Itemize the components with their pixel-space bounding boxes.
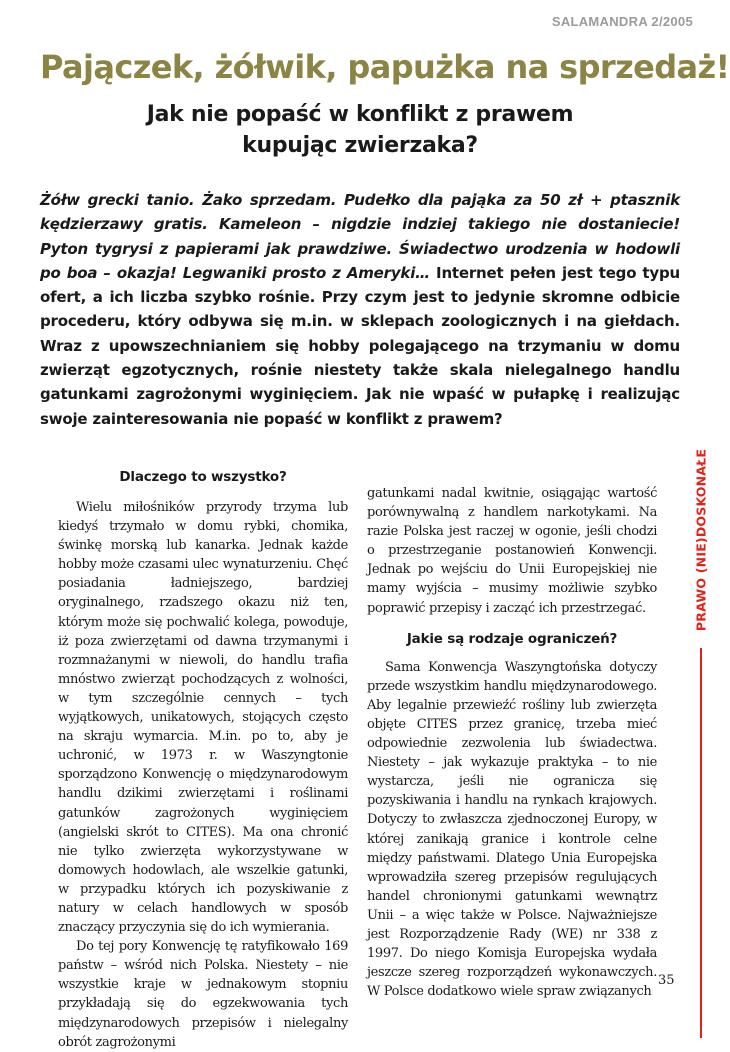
column-left (58, 468, 348, 1052)
heading-dlaczego: Dlaczego to wszystko? (119, 469, 287, 485)
lead-regular: Internet pełen jest tego typu ofert, a ich liczba szybko rośnie. Przy czym jest to jedynie skromne odbicie procederu, który odbywa się m.in. w sklepach zoologicznych i na giełdach. Wraz z upowszechnianiem się hobby polegającego na trzymaniu w domu zwierząt egzotycznych, rośnie niestety także skala nielegalnego handlu gatunkami zagrożonymi wyginięciem. Jak nie wpaść w pułapkę i realizując swoje zainteresowania nie popaść w konflikt z prawem? (40, 263, 680, 428)
heading-rodzaje: Jakie są rodzaje ograniczeń? (406, 630, 618, 647)
column-right (367, 484, 657, 1001)
section-label (689, 440, 713, 640)
article-lead (40, 188, 680, 431)
article-subtitle (40, 99, 680, 161)
journal-header: SALAMANDRA 2/2005 (551, 14, 693, 29)
section-divider (700, 648, 702, 1038)
paragraph-right-1: gatunkami nadal kwitnie, osiągając wartość porównywalną z handlem narkotykami. Na razie Polska jest raczej w ogonie, jeśli chodzi o przestrzeganie postanowień Konwencji. Jednak po wejściu do Unii Europejskiej nie mamy wyjścia – musimy możliwie szybko poprawić przepisy i zacząć ich przestrzegać. (367, 486, 657, 616)
lead-italic: Żółw grecki tanio. Żako sprzedam. Pudełko dla pająka za 50 zł + ptasznik kędzierzawy gratis. Kameleon – nigdzie indziej takiego nie dostaniecie! Pyton tygrysi z papierami jak prawdziwe. Świadectwo urodzenia w hodowli po boa – okazja! Legwaniki prosto z Ameryki… (40, 191, 680, 282)
subtitle-line-1: Jak nie popaść w konflikt z prawem (146, 102, 574, 127)
paragraph-left-2: Do tej pory Konwencję tę ratyfikowało 169 państw – wśród nich Polska. Niestety – nie wszystkie kraje w jednakowym stopniu przykładają się do egzekwowania tych międzynarodowych przepisów i nielegalny obrót zagrożonymi (58, 939, 348, 1050)
paragraph-right-2: Sama Konwencja Waszyngtońska dotyczy przede wszystkim handlu międzynarodowego. Aby legalnie przewieźć rośliny lub zwierzęta objęte CITES przez granicę, trzeba mieć odpowiednie zezwolenia lub świadectwa. Niestety – jak wykazuje praktyka – to nie wystarcza, jeśli nie ogranicza się pozyskiwania i handlu na rynkach krajowych. Dotyczy to zwłaszcza zjednoczonej Europy, w której zanikają granice i kontrole celne między państwami. Dlatego Unia Europejska wprowadziła szereg przepisów regulujących handel chronionymi gatunkami wewnątrz Unii – a więc także w Polsce. Najważniejsze jest Rozporządzenie Rady (WE) nr 338 z 1997. Do niego Komisja Europejska wydała jeszcze szereg rozporządzeń wykonawczych. W Polsce dodatkowo wiele spraw związanych (367, 659, 657, 1000)
subtitle-line-2: kupując zwierzaka? (242, 133, 478, 158)
paragraph-left-1: Wielu miłośników przyrody trzyma lub kiedyś trzymało w domu rybki, chomika, świnkę morską lub kanarka. Jednak każde hobby może czasami ulec wynaturzeniu. Chęć posiadania ładniejszego, bardziej oryginalnego, rzadszego okazu niż ten, którym może się pochwalić kolega, powoduje, iż poza zwierzętami od dawna trzymanymi i rozmnażanymi w niewoli, do handlu trafia mnóstwo zwierząt pochodzących z wolności, w tym szczególnie cennych – tych wyjątkowych, unikatowych, stojących często na skraju wymarcia. M.in. po to, aby je uchronić, w 1973 r. w Waszyngtonie sporządzono Konwencję o międzynarodowym handlu dzikimi zwierzętami i roślinami gatunków zagrożonych wyginięciem (angielski skrót to CITES). Ma ona chronić nie tylko zwierzęta wykorzystywane w domowych hodowlach, ale wszelkie gatunki, w przypadku których ich pozyskiwanie z natury w celach handlowych w sposób znaczący przyczynia się do ich wymierania. (58, 500, 348, 936)
article-title: Pajączek, żółwik, papużka na sprzedaż! (40, 48, 730, 86)
page-number: 35 (658, 973, 675, 988)
section-label-text: PRAWO (NIE)DOSKONAŁE (693, 448, 709, 632)
